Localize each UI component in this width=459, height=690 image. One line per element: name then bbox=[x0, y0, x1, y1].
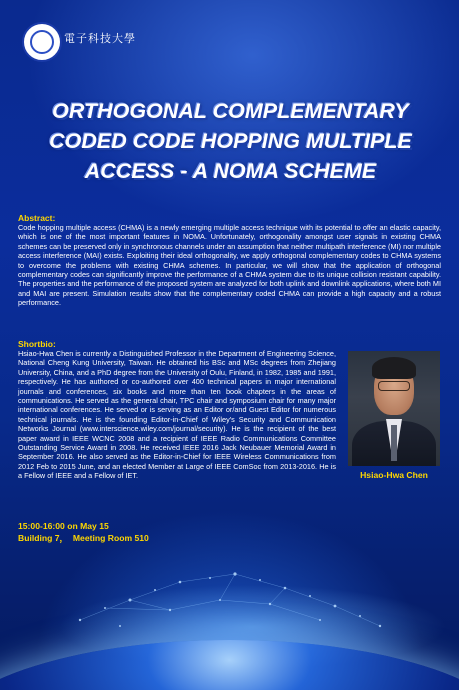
network-dots-decoration bbox=[60, 560, 400, 640]
speaker-name-caption: Hsiao-Hwa Chen bbox=[360, 470, 428, 480]
abstract-body: Code hopping multiple access (CHMA) is a newly emerging multiple access technique with its potential to offer an elastic capacity, which is one of the most important features in NOMA. Unfortunately, orthogonality amongst user signals in existing CHMA schemes can be preserved only in synchronous channels under an assumption that neither multipath interference (MI) nor multiple access interference (MAI) exists. Exploiting their ideal orthogonality, we apply orthogonal complementary codes to CHMA systems to overcome the problems with existing CHMA schemes. In particular, we will show that the application of orthogonal complementary codes can significantly improve the performance of a CHMA system due to its unique collision resistant capability. The properties and the performance of the proposed system are analyzed for both uplink and downlink applications, where both MI and MAI are present. Simulation results show that the complementary coded CHMA can provide a high capacity and a robust performance. bbox=[18, 223, 441, 308]
event-time: 15:00-16:00 on May 15 bbox=[18, 521, 109, 531]
title-line: CODED CODE HOPPING MULTIPLE bbox=[49, 129, 412, 153]
speaker-photo bbox=[348, 351, 440, 466]
title-line: ORTHOGONAL COMPLEMENTARY bbox=[52, 99, 409, 123]
bio-body: Hsiao-Hwa Chen is currently a Distinguished Professor in the Department of Engineering Science, National Cheng Kung University, Taiwan. He obtained his BSc and MSc degrees from Zhejiang University, China, and a PhD degree from the University of Oulu, Finland, in 1982, 1985 and 1991, respectively. He has authored or co-authored over 400 technical papers in major international journals and conferences, six books and more than ten book chapters in the areas of communications. He served as the general chair, TPC chair and symposium chair for many major international conferences. He served or is serving as an Editor or/and Guest Editor for numerous technical journals. He is the founding Editor-in-Chief of Wiley's Security and Communication Networks Journal (www.interscience.wiley.com/journal/security). He is the recipient of the best paper award in IEEE WCNC 2008 and a recipient of IEEE Radio Communications Committee Outstanding Service Award in 2008. He received IEEE 2016 Jack Neubauer Memorial Award in September 2016. He also served as the Editor-in-Chief for IEEE Wireless Communications from 2012 Feb to 2015 June, and an elected Member at Large of IEEE ComSoc from 2013-2016. He is a Fellow of IEEE and a Fellow of IET. bbox=[18, 349, 336, 481]
event-place: Building 7， Meeting Room 510 bbox=[18, 533, 149, 543]
poster-title bbox=[18, 96, 443, 186]
abstract-heading: Abstract: bbox=[18, 213, 56, 223]
university-logo-icon bbox=[22, 22, 62, 62]
title-line: ACCESS - A NOMA SCHEME bbox=[84, 159, 377, 183]
university-name-logo: 電子科技大學 bbox=[64, 32, 136, 45]
bio-heading: Shortbio: bbox=[18, 339, 56, 349]
